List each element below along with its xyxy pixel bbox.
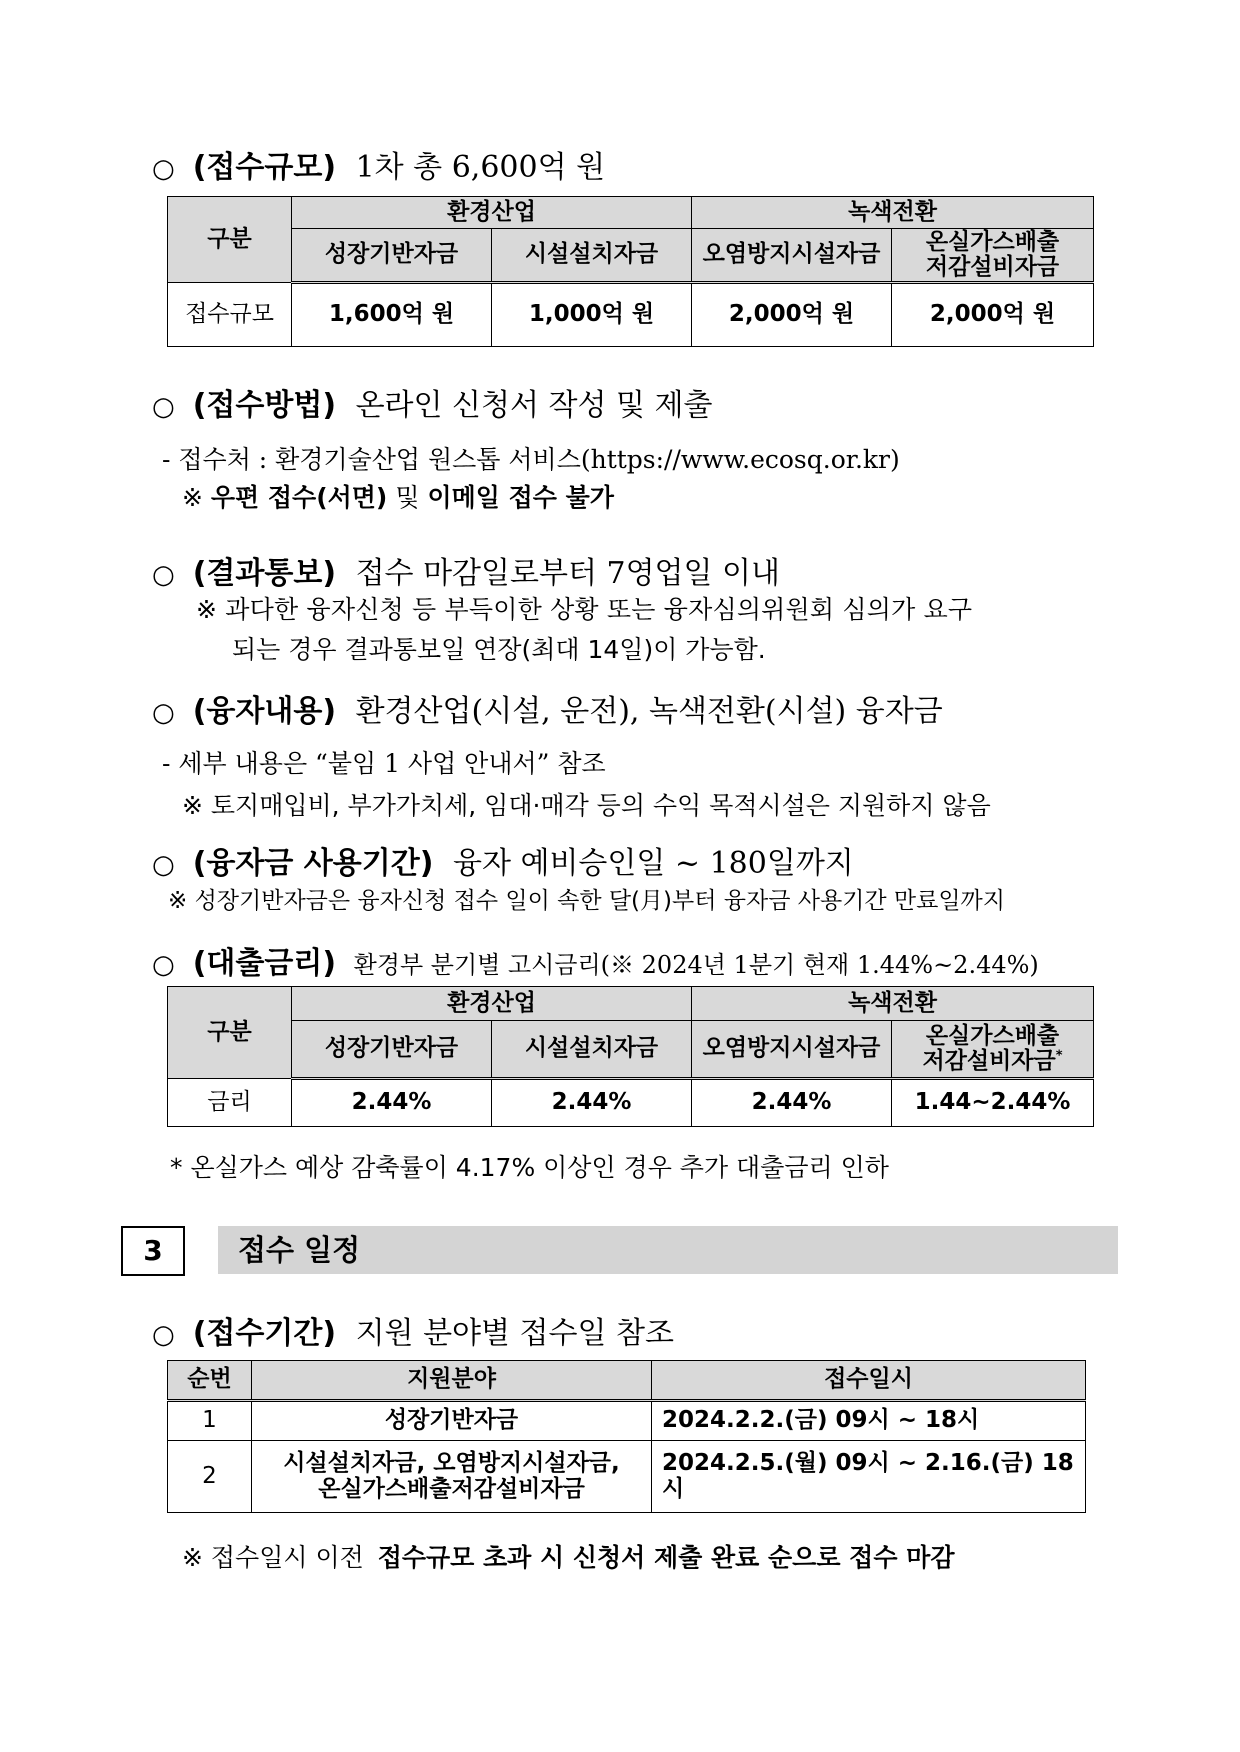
heading-text: 환경산업(시설, 운전), 녹색전환(시설) 융자금 [355, 694, 943, 729]
table-header-green-transition: 녹색전환 [692, 987, 1094, 1021]
heading-label: (결과통보) [192, 556, 337, 591]
heading-loan-content [152, 686, 943, 730]
heading-reception-method [152, 380, 713, 424]
heading-interest-rate [152, 938, 1039, 982]
heading-label: (접수방법) [192, 388, 337, 423]
schedule-note [182, 1538, 954, 1574]
table-header-pollution-fund: 오염방지시설자금 [692, 1021, 892, 1079]
result-note-line2: 되는 경우 결과통보일 연장(최대 14일)이 가능함. [232, 635, 766, 664]
section-title-bar: 접수 일정 [218, 1226, 1118, 1274]
heading-label: (융자금 사용기간) [192, 846, 434, 881]
row-field-line2: 온실가스배출저감설비자금 [318, 1475, 585, 1502]
loan-note: ※ 토지매입비, 부가가치세, 임대·매각 등의 수익 목적시설은 지원하지 않음 [182, 791, 991, 820]
note-mark: ※ [182, 483, 203, 512]
table-header-ghg-line1: 온실가스배출 [925, 1022, 1060, 1049]
row-field [252, 1441, 652, 1513]
interest-footnote: * 온실가스 예상 감축률이 4.17% 이상인 경우 추가 대출금리 인하 [170, 1153, 889, 1182]
heading-label: (융자내용) [192, 694, 337, 729]
table-header-pollution-fund: 오염방지시설자금 [692, 229, 892, 283]
heading-loan-period [152, 838, 854, 882]
reception-schedule-table [167, 1360, 1086, 1513]
ghg-line2-text: 저감설비자금 [922, 1048, 1056, 1074]
section-number-box: 3 [121, 1226, 185, 1276]
interest-rate-table [167, 986, 1094, 1127]
table-header-growth-fund: 성장기반자금 [292, 229, 492, 283]
heading-text: 지원 분야별 접수일 참조 [355, 1316, 674, 1351]
circle-bullet-icon: ○ [152, 392, 175, 422]
note-bold: 접수규모 초과 시 신청서 제출 완료 순으로 접수 마감 [377, 1543, 955, 1572]
table-header-ghg-fund [892, 229, 1094, 283]
reception-scale-table [167, 196, 1094, 347]
heading-label: (대출금리) [192, 946, 337, 981]
table-row-label: 접수규모 [168, 283, 292, 347]
table-cell-value: 2,000억 원 [892, 283, 1094, 347]
circle-bullet-icon: ○ [152, 560, 175, 590]
heading-label: (접수규모) [192, 150, 337, 185]
table-cell-value: 2.44% [292, 1079, 492, 1127]
table-cell-value: 1,600억 원 [292, 283, 492, 347]
table-header-ghg-line1: 온실가스배출 [925, 228, 1060, 255]
heading-reception-period [152, 1308, 674, 1352]
table-cell-value: 2,000억 원 [692, 283, 892, 347]
loan-detail-line: - 세부 내용은 “붙임 1 사업 안내서” 참조 [162, 749, 606, 778]
table-row-label: 금리 [168, 1079, 292, 1127]
heading-label: (접수기간) [192, 1316, 337, 1351]
note-plain: ※ 접수일시 이전 [182, 1543, 364, 1572]
table-header-category: 구분 [168, 197, 292, 283]
heading-reception-scale [152, 142, 605, 186]
table-row [168, 1401, 1086, 1441]
heading-text: 환경부 분기별 고시금리(※ 2024년 1분기 현재 1.44%~2.44%) [353, 951, 1039, 979]
table-header-growth-fund: 성장기반자금 [292, 1021, 492, 1079]
heading-text: 접수 마감일로부터 7영업일 이내 [355, 556, 781, 591]
result-note-line1: ※ 과다한 융자신청 등 부득이한 상황 또는 융자심의위원회 심의가 요구 [196, 595, 973, 624]
table-header-ghg-line2 [892, 1049, 1093, 1074]
table-header-facility-fund: 시설설치자금 [492, 1021, 692, 1079]
heading-text: 온라인 신청서 작성 및 제출 [355, 388, 713, 423]
circle-bullet-icon: ○ [152, 850, 175, 880]
row-date: 2024.2.2.(금) 09시 ~ 18시 [652, 1401, 1086, 1441]
table-cell-value: 2.44% [692, 1079, 892, 1127]
table-header-no: 순번 [168, 1361, 252, 1401]
table-cell-value: 1.44~2.44% [892, 1079, 1094, 1127]
table-header-ghg-line2: 저감설비자금 [925, 254, 1060, 280]
note-bold-a: 우편 접수(서면) [210, 483, 388, 512]
table-header-field: 지원분야 [252, 1361, 652, 1401]
row-field-line1: 시설설치자금, 오염방지시설자금, [283, 1450, 620, 1477]
row-no: 1 [168, 1401, 252, 1441]
circle-bullet-icon: ○ [152, 154, 175, 184]
heading-text: 1차 총 6,600억 원 [355, 150, 606, 185]
row-field: 성장기반자금 [252, 1401, 652, 1441]
circle-bullet-icon: ○ [152, 950, 175, 980]
row-no: 2 [168, 1441, 252, 1513]
table-row [168, 1441, 1086, 1513]
table-header-category: 구분 [168, 987, 292, 1079]
circle-bullet-icon: ○ [152, 1320, 175, 1350]
table-header-green-transition: 녹색전환 [692, 197, 1094, 229]
table-header-env-industry: 환경산업 [292, 987, 692, 1021]
reception-note [182, 478, 614, 514]
heading-result-notice [152, 548, 780, 592]
footnote-marker: * [1055, 1048, 1063, 1064]
loan-period-note: ※ 성장기반자금은 융자신청 접수 일이 속한 달(月)부터 융자금 사용기간 만료일까지 [168, 888, 1005, 914]
note-bold-c: 이메일 접수 불가 [427, 483, 614, 512]
table-header-datetime: 접수일시 [652, 1361, 1086, 1401]
circle-bullet-icon: ○ [152, 698, 175, 728]
table-header-ghg-fund [892, 1021, 1094, 1079]
table-cell-value: 1,000억 원 [492, 283, 692, 347]
heading-text: 융자 예비승인일 ~ 180일까지 [452, 846, 854, 881]
reception-place: - 접수처 : 환경기술산업 원스톱 서비스(https://www.ecosq.or.kr) [162, 445, 900, 474]
note-plain: 및 [395, 483, 420, 512]
row-date: 2024.2.5.(월) 09시 ~ 2.16.(금) 18시 [652, 1441, 1086, 1513]
table-cell-value: 2.44% [492, 1079, 692, 1127]
table-header-facility-fund: 시설설치자금 [492, 229, 692, 283]
table-header-env-industry: 환경산업 [292, 197, 692, 229]
